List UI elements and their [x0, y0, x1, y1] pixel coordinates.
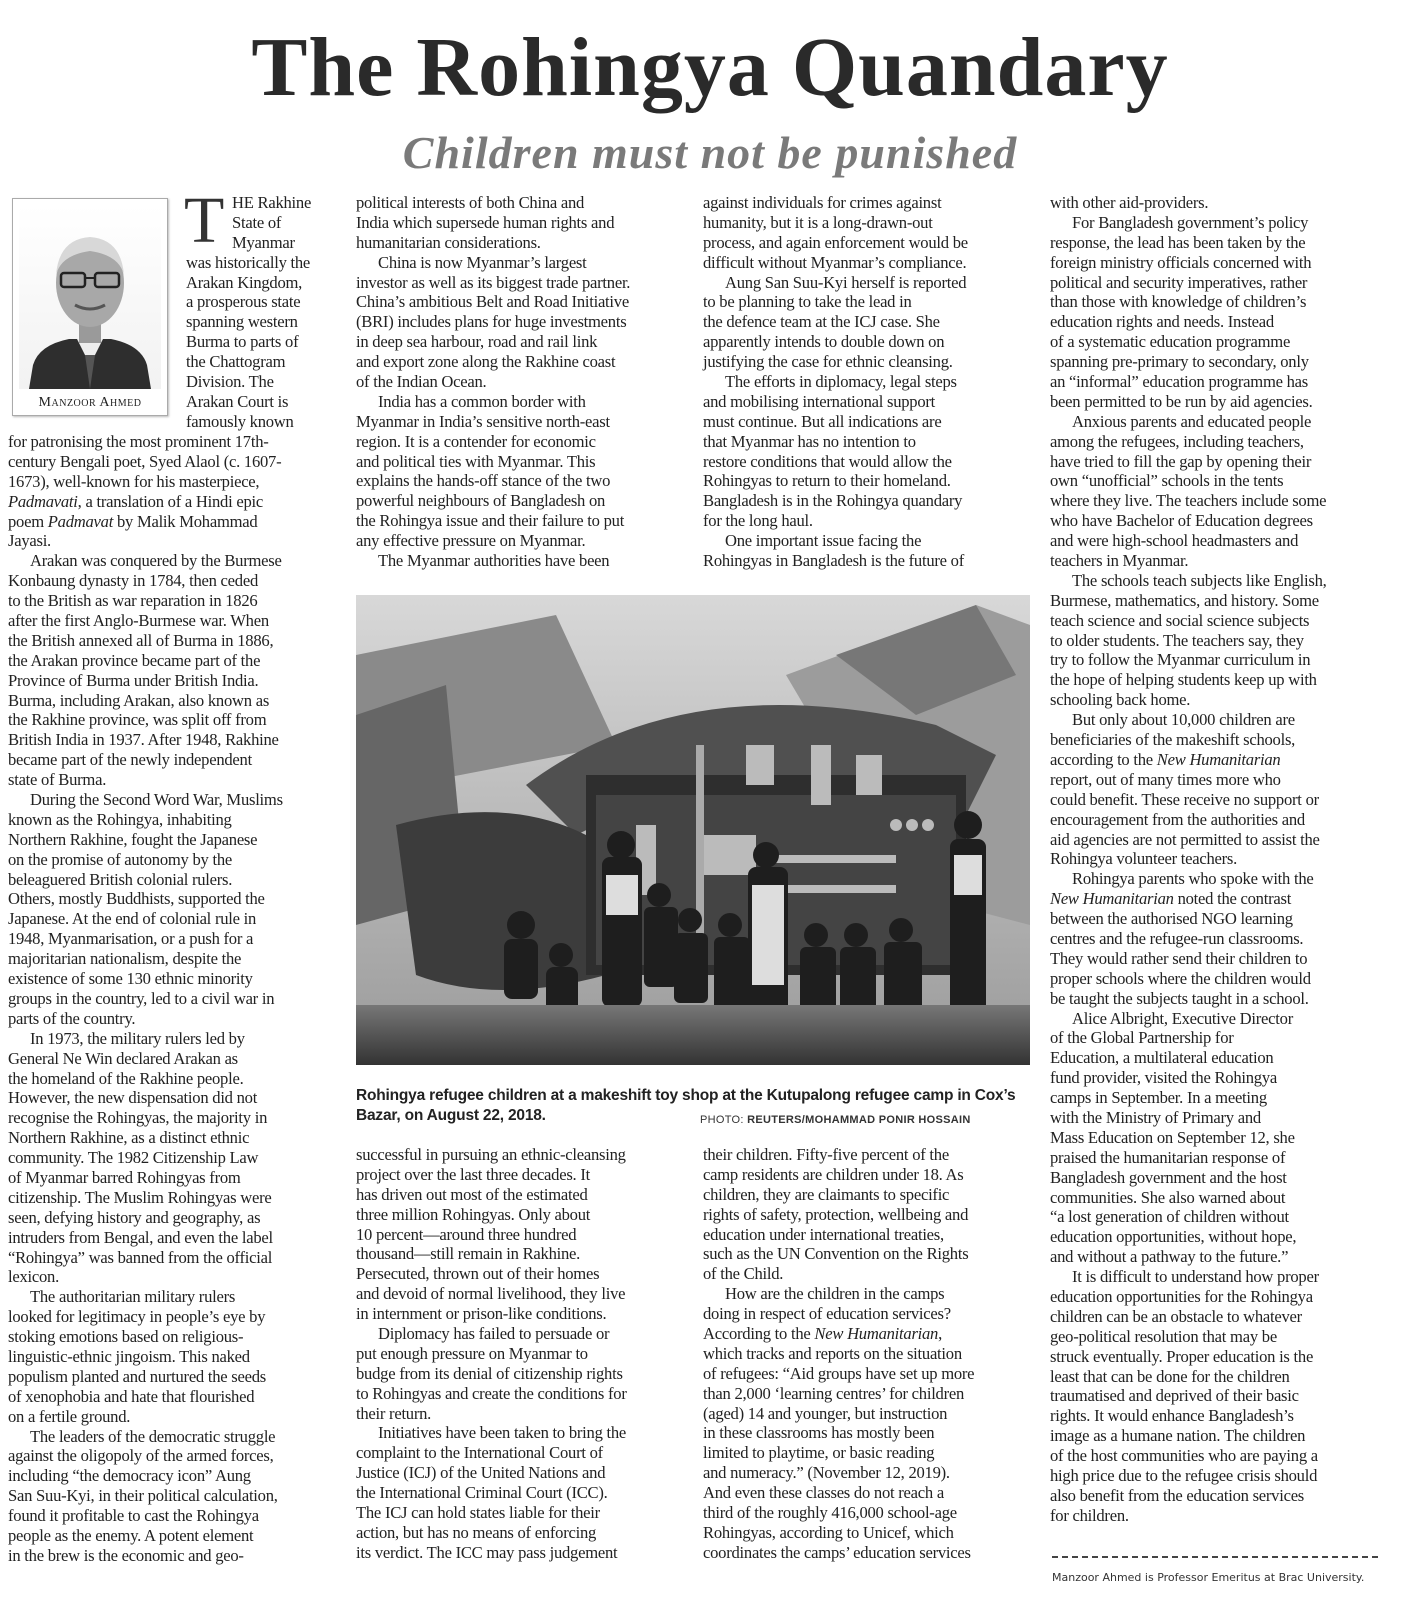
text-line: Konbaung dynasty in 1784, then ceded: [8, 571, 258, 591]
text-line: Myanmar: [232, 232, 295, 252]
text-line: Aung San Suu-Kyi herself is reported: [725, 272, 967, 292]
text-line: “Rohingya” was banned from the official: [8, 1247, 273, 1267]
text-line: During the Second Word War, Muslims: [30, 790, 283, 810]
text-line: In 1973, the military rulers led by: [30, 1028, 245, 1048]
refugee-children-photo: [356, 595, 1030, 1065]
text-line: became part of the newly independent: [8, 750, 252, 770]
text-line: report, out of many times more who: [1050, 769, 1281, 789]
text-line: camps in September. In a meeting: [1050, 1088, 1267, 1108]
text-line: own “unofficial” schools in the tents: [1050, 471, 1284, 491]
text-line: The Myanmar authorities have been: [378, 551, 610, 571]
text-line: humanity, but it is a long-drawn-out: [703, 212, 933, 232]
text-line: action, but has no means of enforcing: [356, 1522, 597, 1542]
author-bio: Manzoor Ahmed is Professor Emeritus at Brac University.: [1052, 1571, 1365, 1584]
column-2-bottom: [356, 1145, 627, 1563]
text-line: spanning western: [186, 312, 298, 332]
text-line: Rohingyas in Bangladesh is the future of: [703, 551, 964, 571]
text-line: Persecuted, thrown out of their homes: [356, 1264, 600, 1284]
text-line: The leaders of the democratic struggle: [30, 1426, 276, 1446]
text-line: where they live. The teachers include some: [1050, 491, 1327, 511]
text-line: including “the democracy icon” Aung: [8, 1466, 251, 1486]
text-line: doing in respect of education services?: [703, 1304, 951, 1324]
text-segment: according to the: [1050, 749, 1157, 769]
text-line: struck eventually. Proper education is the: [1050, 1346, 1314, 1366]
text-line: HE Rakhine: [232, 193, 312, 212]
text-line: majoritarian nationalism, despite the: [8, 949, 242, 969]
text-line: three million Rohingyas. Only about: [356, 1204, 591, 1224]
text-line: the Arakan province became part of the: [8, 650, 261, 670]
text-line: its verdict. The ICC may pass judgement: [356, 1542, 618, 1562]
text-line: [8, 512, 283, 532]
text-line: They would rather send their children to: [1050, 948, 1308, 968]
italic-text: New Humanitarian: [1050, 889, 1174, 909]
text-line: education under international treaties,: [703, 1224, 944, 1244]
text-line: Burmese, mathematics, and history. Some: [1050, 590, 1319, 610]
text-line: foreign ministry officials concerned with: [1050, 252, 1312, 272]
text-line: recognise the Rohingyas, the majority in: [8, 1108, 268, 1128]
text-line: education rights and needs. Instead: [1050, 312, 1274, 332]
text-line: humanitarian considerations.: [356, 232, 541, 252]
text-line: to Rohingyas and create the conditions for: [356, 1383, 627, 1403]
text-line: encouragement from the authorities and: [1050, 809, 1305, 829]
text-line: which tracks and reports on the situation: [703, 1343, 962, 1363]
text-line: with the Ministry of Primary and: [1050, 1107, 1261, 1127]
text-line: difficult without Myanmar’s compliance.: [703, 252, 967, 272]
text-line: 10 percent—around three hundred: [356, 1224, 577, 1244]
text-line: such as the UN Convention on the Rights: [703, 1244, 969, 1264]
text-line: any effective pressure on Myanmar.: [356, 531, 586, 551]
text-line: and without a pathway to the future.”: [1050, 1247, 1289, 1267]
text-line: Rohingya parents who spoke with the: [1072, 869, 1314, 889]
text-line: Burma, including Arakan, also known as: [8, 690, 270, 710]
italic-text: Padmavat: [47, 511, 114, 531]
text-line: on the promise of autonomy by the: [8, 849, 233, 869]
text-line: Burma to parts of: [186, 332, 299, 352]
text-line: famously known: [186, 411, 294, 431]
text-segment: poem: [8, 511, 48, 531]
text-line: political and security imperatives, rather: [1050, 272, 1308, 292]
text-line: For Bangladesh government’s policy: [1072, 212, 1309, 232]
text-line: century Bengali poet, Syed Alaol (c. 1607-: [8, 451, 282, 471]
text-line: [1050, 750, 1327, 770]
text-line: put enough pressure on Myanmar to: [356, 1343, 588, 1363]
column-1: [8, 432, 283, 1566]
text-line: also benefit from the education services: [1050, 1485, 1305, 1505]
column-4: [1050, 193, 1327, 1526]
text-line: found it profitable to cast the Rohingya: [8, 1506, 259, 1526]
text-line: groups in the country, led to a civil war in: [8, 988, 275, 1008]
text-line: rights. It would enhance Bangladesh’s: [1050, 1406, 1294, 1426]
text-line: after the first Anglo-Burmese war. When: [8, 611, 269, 631]
text-line: and export zone along the Rakhine coast: [356, 352, 616, 372]
text-line: of refugees: “Aid groups have set up more: [703, 1363, 975, 1383]
text-line: But only about 10,000 children are: [1072, 710, 1295, 730]
column-1-intro: [186, 193, 312, 432]
text-line: seen, defying history and geography, as: [8, 1207, 261, 1227]
text-line: the homeland of the Rakhine people.: [8, 1068, 244, 1088]
text-line: Rohingya volunteer teachers.: [1050, 849, 1237, 869]
text-line: complaint to the International Court of: [356, 1443, 603, 1463]
text-line: and were high-school headmasters and: [1050, 531, 1299, 551]
text-line: Mass Education on September 12, she: [1050, 1127, 1295, 1147]
text-line: state of Burma.: [8, 770, 107, 790]
text-line: Rohingyas to return to their homeland.: [703, 471, 951, 491]
drop-cap: T: [184, 184, 225, 257]
photo-credit-name: REUTERS/MOHAMMAD PONIR HOSSAIN: [747, 1114, 971, 1126]
text-line: to older students. The teachers say, they: [1050, 630, 1304, 650]
text-line: lexicon.: [8, 1267, 59, 1287]
text-line: One important issue facing the: [725, 531, 922, 551]
text-line: in internment or prison-like conditions.: [356, 1304, 607, 1324]
text-line: for children.: [1050, 1505, 1129, 1525]
text-line: explains the hands-off stance of the two: [356, 471, 611, 491]
text-line: British India in 1937. After 1948, Rakhine: [8, 730, 279, 750]
text-line: of the Global Partnership for: [1050, 1028, 1234, 1048]
text-line: against individuals for crimes against: [703, 193, 942, 212]
column-3-top: [703, 193, 968, 571]
text-line: and numeracy.” (November 12, 2019).: [703, 1463, 950, 1483]
text-line: Arakan was conquered by the Burmese: [30, 551, 282, 571]
text-line: against the oligopoly of the armed forces,: [8, 1446, 274, 1466]
text-line: with other aid-providers.: [1050, 193, 1209, 212]
text-line: response, the lead has been taken by the: [1050, 232, 1306, 252]
text-line: intruders from Bengal, and even the label: [8, 1227, 273, 1247]
text-line: The schools teach subjects like English,: [1072, 570, 1327, 590]
text-line: centres and the refugee-run classrooms.: [1050, 928, 1304, 948]
text-line: have tried to fill the gap by opening their: [1050, 451, 1312, 471]
text-line: restore conditions that would allow the: [703, 451, 952, 471]
text-line: traumatised and deprived of their basic: [1050, 1386, 1299, 1406]
text-line: who have Bachelor of Education degrees: [1050, 511, 1313, 531]
text-line: China’s ambitious Belt and Road Initiative: [356, 292, 629, 312]
text-line: project over the last three decades. It: [356, 1164, 590, 1184]
subheadline: Children must not be punished: [402, 127, 1018, 178]
text-line: camp residents are children under 18. As: [703, 1164, 964, 1184]
text-line: try to follow the Myanmar curriculum in: [1050, 650, 1311, 670]
text-line: education opportunities for the Rohingya: [1050, 1286, 1313, 1306]
text-line: least that can be done for the children: [1050, 1366, 1290, 1386]
text-line: (aged) 14 and younger, but instruction: [703, 1403, 948, 1423]
text-line: Province of Burma under British India.: [8, 670, 259, 690]
text-line: Alice Albright, Executive Director: [1072, 1008, 1293, 1028]
text-line: that Myanmar has no intention to: [703, 431, 916, 451]
text-line: children can be an obstacle to whatever: [1050, 1306, 1302, 1326]
text-line: beleaguered British colonial rulers.: [8, 869, 233, 889]
text-line: Northern Rakhine, fought the Japanese: [8, 829, 258, 849]
text-line: between the authorised NGO learning: [1050, 909, 1293, 929]
text-line: region. It is a contender for economic: [356, 431, 596, 451]
text-line: high price due to the refugee crisis should: [1050, 1466, 1318, 1485]
text-line: [8, 492, 283, 512]
text-line: However, the new dispensation did not: [8, 1088, 258, 1108]
text-line: Anxious parents and educated people: [1072, 411, 1312, 431]
text-line: the Chattogram: [186, 352, 286, 372]
text-line: Japanese. At the end of colonial rule in: [8, 909, 257, 929]
photo-credit-label: PHOTO:: [700, 1114, 744, 1126]
text-line: community. The 1982 Citizenship Law: [8, 1148, 259, 1168]
text-line: image as a humane nation. The children: [1050, 1426, 1306, 1446]
text-segment: ,: [938, 1324, 943, 1344]
text-line: parts of the country.: [8, 1008, 136, 1028]
text-line: the defence team at the ICJ case. She: [703, 312, 940, 332]
author-photo-box: [12, 198, 168, 416]
text-line: teachers in Myanmar.: [1050, 551, 1189, 571]
text-line: an “informal” education programme has: [1050, 372, 1308, 392]
text-line: populism planted and nurtured the seeds: [8, 1366, 266, 1386]
text-line: San Suu-Kyi, in their political calculation,: [8, 1486, 278, 1506]
column-3-bottom: [703, 1145, 974, 1563]
text-line: a prosperous state: [186, 292, 301, 312]
text-line: and devoid of normal livelihood, they live: [356, 1284, 626, 1304]
text-line: Arakan Kingdom,: [186, 272, 303, 292]
text-line: be taught the subjects taught in a school.: [1050, 988, 1309, 1008]
text-line: their children. Fifty-five percent of the: [703, 1145, 949, 1164]
photo-credit: [700, 1114, 971, 1126]
text-line: their return.: [356, 1403, 432, 1423]
text-line: to be planning to take the lead in: [703, 292, 912, 312]
text-line: linguistic-ethnic jingoism. This naked: [8, 1346, 250, 1366]
text-line: political interests of both China and: [356, 193, 585, 212]
text-line: justifying the case for ethnic cleansing.: [703, 352, 953, 372]
author-portrait: [19, 205, 161, 389]
text-line: It is difficult to understand how proper: [1072, 1267, 1319, 1287]
text-line: citizenship. The Muslim Rohingyas were: [8, 1187, 272, 1207]
text-line: of the host communities who are paying a: [1050, 1446, 1318, 1466]
text-segment: , a translation of a Hindi epic: [77, 491, 263, 511]
text-line: Myanmar in India’s sensitive north-east: [356, 411, 610, 431]
text-line: limited to playtime, or basic reading: [703, 1443, 935, 1463]
text-segment: by Malik Mohammad: [113, 511, 258, 531]
text-line: for patronising the most prominent 17th-: [8, 432, 269, 451]
text-line: than 2,000 ‘learning centres’ for children: [703, 1383, 965, 1403]
text-line: beneficiaries of the makeshift schools,: [1050, 730, 1296, 750]
text-line: children, they are claimants to specific: [703, 1184, 950, 1204]
text-line: Rohingyas, according to Unicef, which: [703, 1522, 954, 1542]
text-line: rights of safety, protection, wellbeing and: [703, 1204, 969, 1224]
bio-divider: [1052, 1556, 1378, 1558]
text-line: proper schools where the children would: [1050, 968, 1311, 988]
text-line: in the brew is the economic and geo-: [8, 1545, 244, 1565]
text-line: Arakan Court is: [186, 391, 289, 411]
text-line: the Rakhine province, was split off from: [8, 710, 267, 730]
text-line: than those with knowledge of children’s: [1050, 292, 1307, 312]
text-line: schooling back home.: [1050, 690, 1191, 710]
text-line: the Rohingya issue and their failure to put: [356, 511, 625, 531]
text-line: Bangladesh is in the Rohingya quandary: [703, 491, 963, 511]
text-line: geo-political resolution that may be: [1050, 1326, 1277, 1346]
text-line: The authoritarian military rulers: [30, 1287, 236, 1307]
text-line: communities. She also warned about: [1050, 1187, 1286, 1207]
text-line: could benefit. These receive no support or: [1050, 789, 1319, 809]
text-line: coordinates the camps’ education services: [703, 1542, 971, 1562]
text-line: “a lost generation of children without: [1050, 1207, 1289, 1227]
text-line: education opportunities, without hope,: [1050, 1227, 1297, 1247]
text-line: on a fertile ground.: [8, 1406, 131, 1426]
text-line: the hope of helping students keep up with: [1050, 670, 1317, 690]
text-line: (BRI) includes plans for huge investments: [356, 312, 627, 332]
text-line: India which supersede human rights and: [356, 212, 615, 232]
text-line: was historically the: [186, 252, 311, 272]
text-line: China is now Myanmar’s largest: [378, 252, 587, 272]
text-line: in these classrooms has mostly been: [703, 1423, 935, 1443]
text-line: of the Indian Ocean.: [356, 372, 487, 392]
text-line: teach science and social science subjects: [1050, 610, 1310, 630]
text-line: apparently intends to double down on: [703, 332, 945, 352]
text-line: 1948, Myanmarisation, or a push for a: [8, 929, 254, 949]
text-line: spanning pre-primary to secondary, only: [1050, 352, 1309, 372]
text-line: and political ties with Myanmar. This: [356, 451, 596, 471]
text-line: General Ne Win declared Arakan as: [8, 1048, 238, 1068]
text-line: Others, mostly Buddhists, supported the: [8, 889, 265, 909]
text-line: the British annexed all of Burma in 1886,: [8, 630, 274, 650]
text-line: existence of some 130 ethnic minority: [8, 969, 253, 989]
text-segment: According to the: [703, 1324, 815, 1344]
text-line: praised the humanitarian response of: [1050, 1147, 1286, 1167]
text-line: of the Child.: [703, 1264, 784, 1284]
italic-text: New Humanitarian: [1156, 749, 1281, 769]
text-line: been permitted to be run by aid agencies.: [1050, 391, 1313, 411]
text-line: The efforts in diplomacy, legal steps: [725, 372, 957, 392]
author-name: Manzoor Ahmed: [38, 395, 142, 410]
text-line: How are the children in the camps: [725, 1284, 945, 1304]
text-line: must continue. But all indications are: [703, 411, 942, 431]
text-line: Justice (ICJ) of the United Nations and: [356, 1463, 606, 1483]
text-line: Bangladesh government and the host: [1050, 1167, 1287, 1187]
text-line: of xenophobia and hate that flourished: [8, 1386, 255, 1406]
text-line: Education, a multilateral education: [1050, 1048, 1274, 1068]
text-line: has driven out most of the estimated: [356, 1184, 588, 1204]
text-line: of a systematic education programme: [1050, 332, 1291, 352]
text-line: known as the Rohingya, inhabiting: [8, 809, 232, 829]
photo-caption: Rohingya refugee children at a makeshift toy shop at the Kutupalong refugee camp in Cox’s Bazar, on August 22, 2018.: [356, 1087, 1016, 1124]
text-line: investor as well as its biggest trade partner.: [356, 272, 631, 292]
text-line: among the refugees, including teachers,: [1050, 431, 1304, 451]
text-line: for the long haul.: [703, 511, 813, 531]
italic-text: Padmavati: [8, 491, 78, 511]
text-line: Northern Rakhine, as a distinct ethnic: [8, 1128, 250, 1148]
text-line: aid agencies are not permitted to assist the: [1050, 829, 1320, 849]
text-line: The ICJ can hold states liable for their: [356, 1503, 600, 1523]
text-line: And even these classes do not reach a: [703, 1483, 944, 1503]
text-line: successful in pursuing an ethnic-cleansing: [356, 1145, 626, 1164]
text-line: State of: [232, 212, 282, 232]
text-line: [1050, 889, 1327, 909]
text-line: Division. The: [186, 372, 274, 392]
text-line: [703, 1324, 974, 1344]
text-line: people as the enemy. A potent element: [8, 1525, 254, 1545]
text-line: of Myanmar barred Rohingyas from: [8, 1167, 241, 1187]
text-line: budge from its denial of citizenship rights: [356, 1363, 623, 1383]
text-line: Jayasi.: [8, 531, 51, 551]
text-line: fund provider, visited the Rohingya: [1050, 1068, 1278, 1088]
text-line: and mobilising international support: [703, 391, 936, 411]
text-line: process, and again enforcement would be: [703, 232, 968, 252]
text-line: looked for legitimacy in people’s eye by: [8, 1307, 266, 1327]
text-line: in deep sea harbour, road and rail link: [356, 332, 598, 352]
text-line: Diplomacy has failed to persuade or: [378, 1324, 610, 1344]
headline: The Rohingya Quandary: [251, 21, 1169, 114]
text-line: 1673), well-known for his masterpiece,: [8, 471, 260, 491]
text-line: to the British as war reparation in 1826: [8, 591, 258, 611]
italic-text: New Humanitarian: [814, 1324, 939, 1344]
text-line: stoking emotions based on religious-: [8, 1327, 244, 1347]
text-line: India has a common border with: [378, 391, 586, 411]
text-line: powerful neighbours of Bangladesh on: [356, 491, 606, 511]
column-2-top: [356, 193, 630, 571]
text-line: thousand—still remain in Rakhine.: [356, 1244, 581, 1264]
text-line: Initiatives have been taken to bring the: [378, 1423, 627, 1443]
text-line: third of the roughly 416,000 school-age: [703, 1503, 957, 1523]
text-line: the International Criminal Court (ICC).: [356, 1483, 608, 1503]
text-segment: noted the contrast: [1173, 889, 1292, 909]
